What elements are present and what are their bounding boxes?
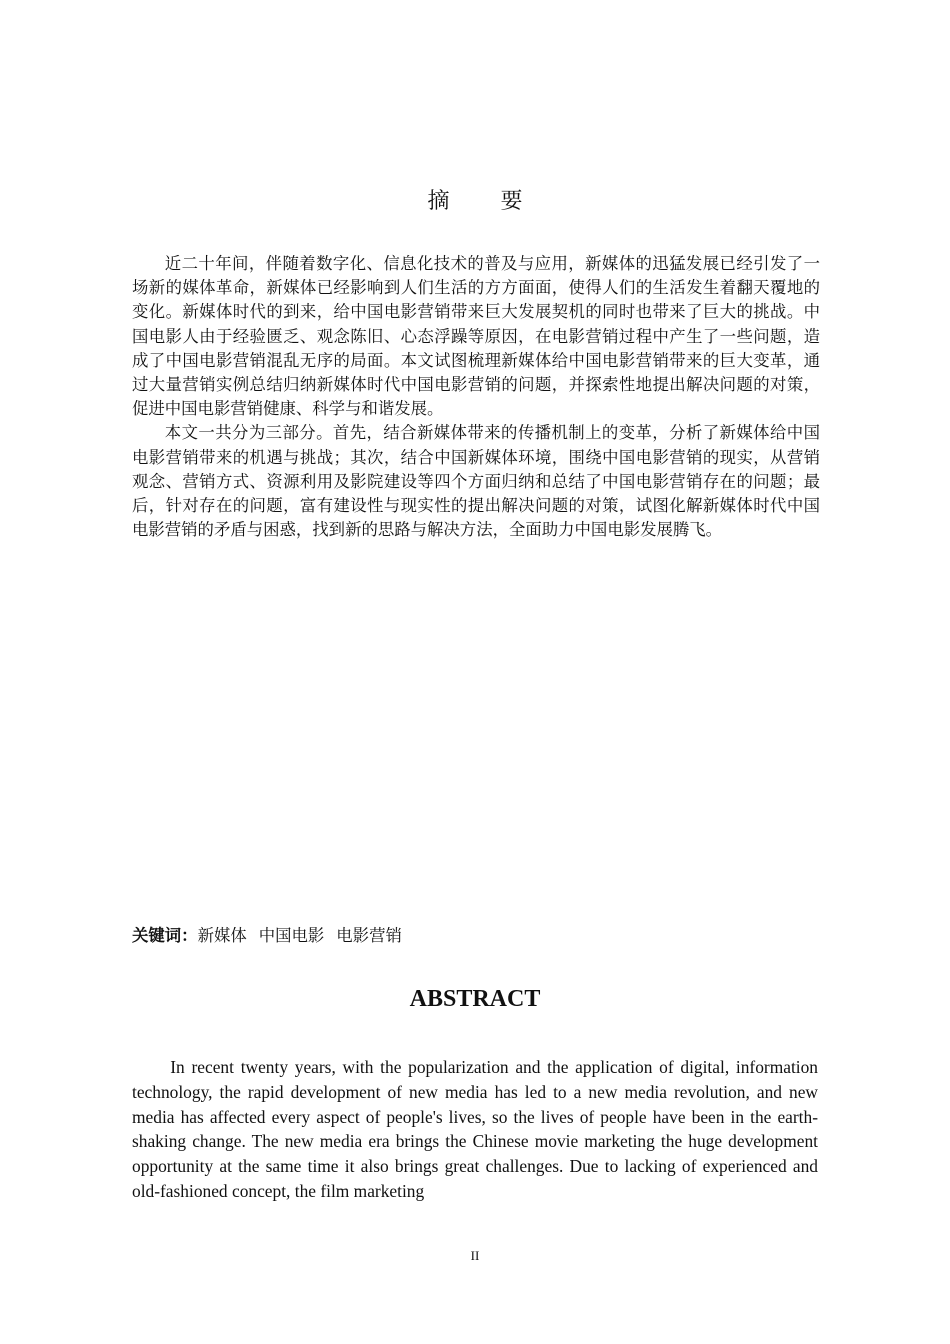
keyword-item: 中国电影	[258, 926, 325, 945]
keyword-item: 电影营销	[336, 926, 402, 945]
english-abstract-title: ABSTRACT	[409, 986, 541, 1012]
chinese-abstract-body	[132, 252, 820, 542]
keyword-item: 新媒体	[197, 926, 247, 945]
chinese-abstract-paragraph-1: 近二十年间，伴随着数字化、信息化技术的普及与应用，新媒体的迅猛发展已经引发了一场新的媒体革命，新媒体已经影响到人们生活的方方面面，使得人们的生活发生着翻天覆地的变化。新媒体时代的到来，给中国电影营销带来巨大发展契机的同时也带来了巨大的挑战。中国电影人由于经验匮乏、观念陈旧、心态浮躁等原因，在电影营销过程中产生了一些问题，造成了中国电影营销混乱无序的局面。本文试图梳理新媒体给中国电影营销带来的巨大变革，通过大量营销实例总结归纳新媒体时代中国电影营销的问题，并探索性地提出解决问题的对策，促进中国电影营销健康、科学与和谐发展。	[132, 254, 820, 419]
page-number: II	[470, 1248, 480, 1263]
english-abstract-paragraph-1: In recent twenty years, with the popularization and the application of digital, information technology, the rapid development of new media has led to a new media revolution, and new media has affected every aspect of people's lives, so the lives of people have been in the earth-shaking change. The new media era brings the Chinese movie marketing the huge development opportunity at the same time it also brings great challenges. Due to lacking of experienced and old-fashioned concept, the film marketing	[132, 1057, 818, 1201]
english-abstract-body	[132, 1055, 818, 1204]
chinese-abstract-title: 摘 要	[427, 189, 545, 214]
keywords-label: 关键词：	[132, 926, 198, 945]
chinese-keywords	[132, 924, 820, 948]
chinese-abstract-paragraph-2: 本文一共分为三部分。首先，结合新媒体带来的传播机制上的变革，分析了新媒体给中国电影营销带来的机遇与挑战；其次，结合中国新媒体环境，围绕中国电影营销的现实，从营销观念、营销方式、资源利用及影院建设等四个方面归纳和总结了中国电影营销存在的问题；最后，针对存在的问题，富有建设性与现实性的提出解决问题的对策，试图化解新媒体时代中国电影营销的矛盾与困惑，找到新的思路与解决方法，全面助力中国电影发展腾飞。	[132, 423, 820, 540]
